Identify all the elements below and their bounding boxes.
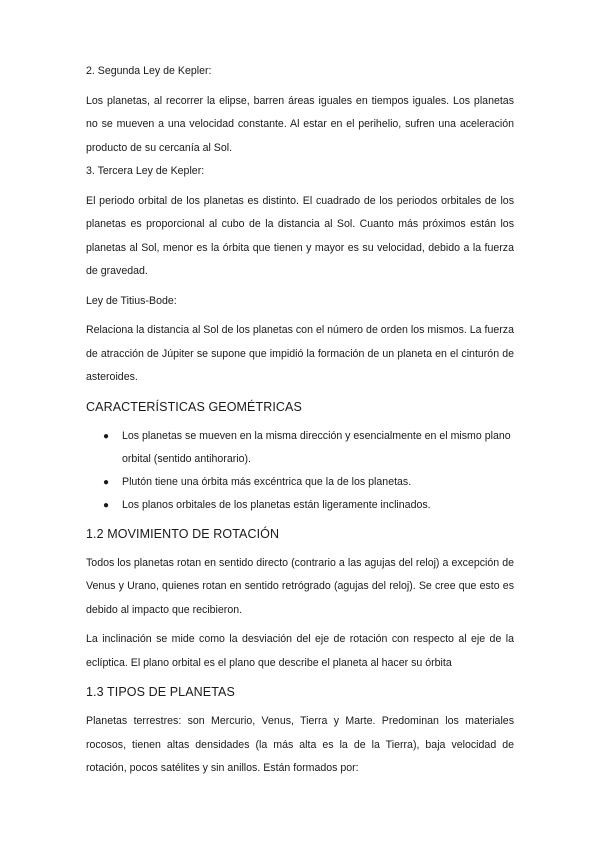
kepler2-paragraph: Los planetas, al recorrer la elipse, barren áreas iguales en tiempos iguales. Los planetas no se mueven a una velocidad constante. Al estar en el perihelio, sufren una aceleración producto de su cercanía al Sol. bbox=[86, 94, 514, 154]
types-section-heading: 1.3 TIPOS DE PLANETAS bbox=[86, 685, 235, 699]
kepler3-heading: 3. Tercera Ley de Kepler: bbox=[86, 165, 205, 177]
list-item-text: Los planetas se mueven en la misma dirección y esencialmente en el mismo plano orbital (sentido antihorario). bbox=[122, 429, 511, 465]
bullet-icon: ● bbox=[103, 499, 110, 511]
list-item bbox=[86, 425, 514, 471]
kepler2-heading: 2. Segunda Ley de Kepler: bbox=[86, 65, 212, 77]
rotation-section-heading: 1.2 MOVIMIENTO DE ROTACIÓN bbox=[86, 526, 280, 541]
list-item-text: Plutón tiene una órbita más excéntrica que la de los planetas. bbox=[122, 475, 412, 488]
rotation-paragraph-1: Todos los planetas rotan en sentido directo (contrario a las agujas del reloj) a excepción de Venus y Urano, quienes rotan en sentido retrógrado (agujas del reloj). Se cree que esto es debido al impacto que recibieron. bbox=[86, 556, 514, 616]
geometric-bullet-list bbox=[86, 425, 514, 517]
titius-heading: Ley de Titius-Bode: bbox=[86, 294, 177, 307]
list-item bbox=[86, 471, 514, 494]
titius-paragraph: Relaciona la distancia al Sol de los planetas con el número de orden los mismos. La fuerza de atracción de Júpiter se supone que impidió la formación de un planeta en el cinturón de asteroides. bbox=[86, 324, 514, 383]
list-item-text: Los planos orbitales de los planetas están ligeramente inclinados. bbox=[122, 498, 431, 511]
bullet-icon: ● bbox=[103, 476, 110, 488]
kepler3-paragraph: El periodo orbital de los planetas es distinto. El cuadrado de los periodos orbitales de los planetas es proporcional al cubo de la distancia al Sol. Cuanto más próximos están los planetas al Sol, menor es la órbita que tienen y mayor es su velocidad, debido a la fuerza de gravedad. bbox=[86, 194, 514, 277]
geometric-section-heading: CARACTERÍSTICAS GEOMÉTRICAS bbox=[86, 399, 302, 414]
types-paragraph: Planetas terrestres: son Mercurio, Venus, Tierra y Marte. Predominan los materiales rocosos, tienen altas densidades (la más alta es la de la Tierra), baja velocidad de rotación, pocos satélites y sin anillos. Están formados por: bbox=[86, 715, 514, 774]
list-item bbox=[86, 494, 514, 517]
document-body bbox=[86, 60, 514, 781]
rotation-paragraph-2: La inclinación se mide como la desviación del eje de rotación con respecto al eje de la eclíptica. El plano orbital es el plano que describe el planeta al hacer su órbita bbox=[86, 633, 514, 669]
bullet-icon: ● bbox=[103, 430, 110, 442]
